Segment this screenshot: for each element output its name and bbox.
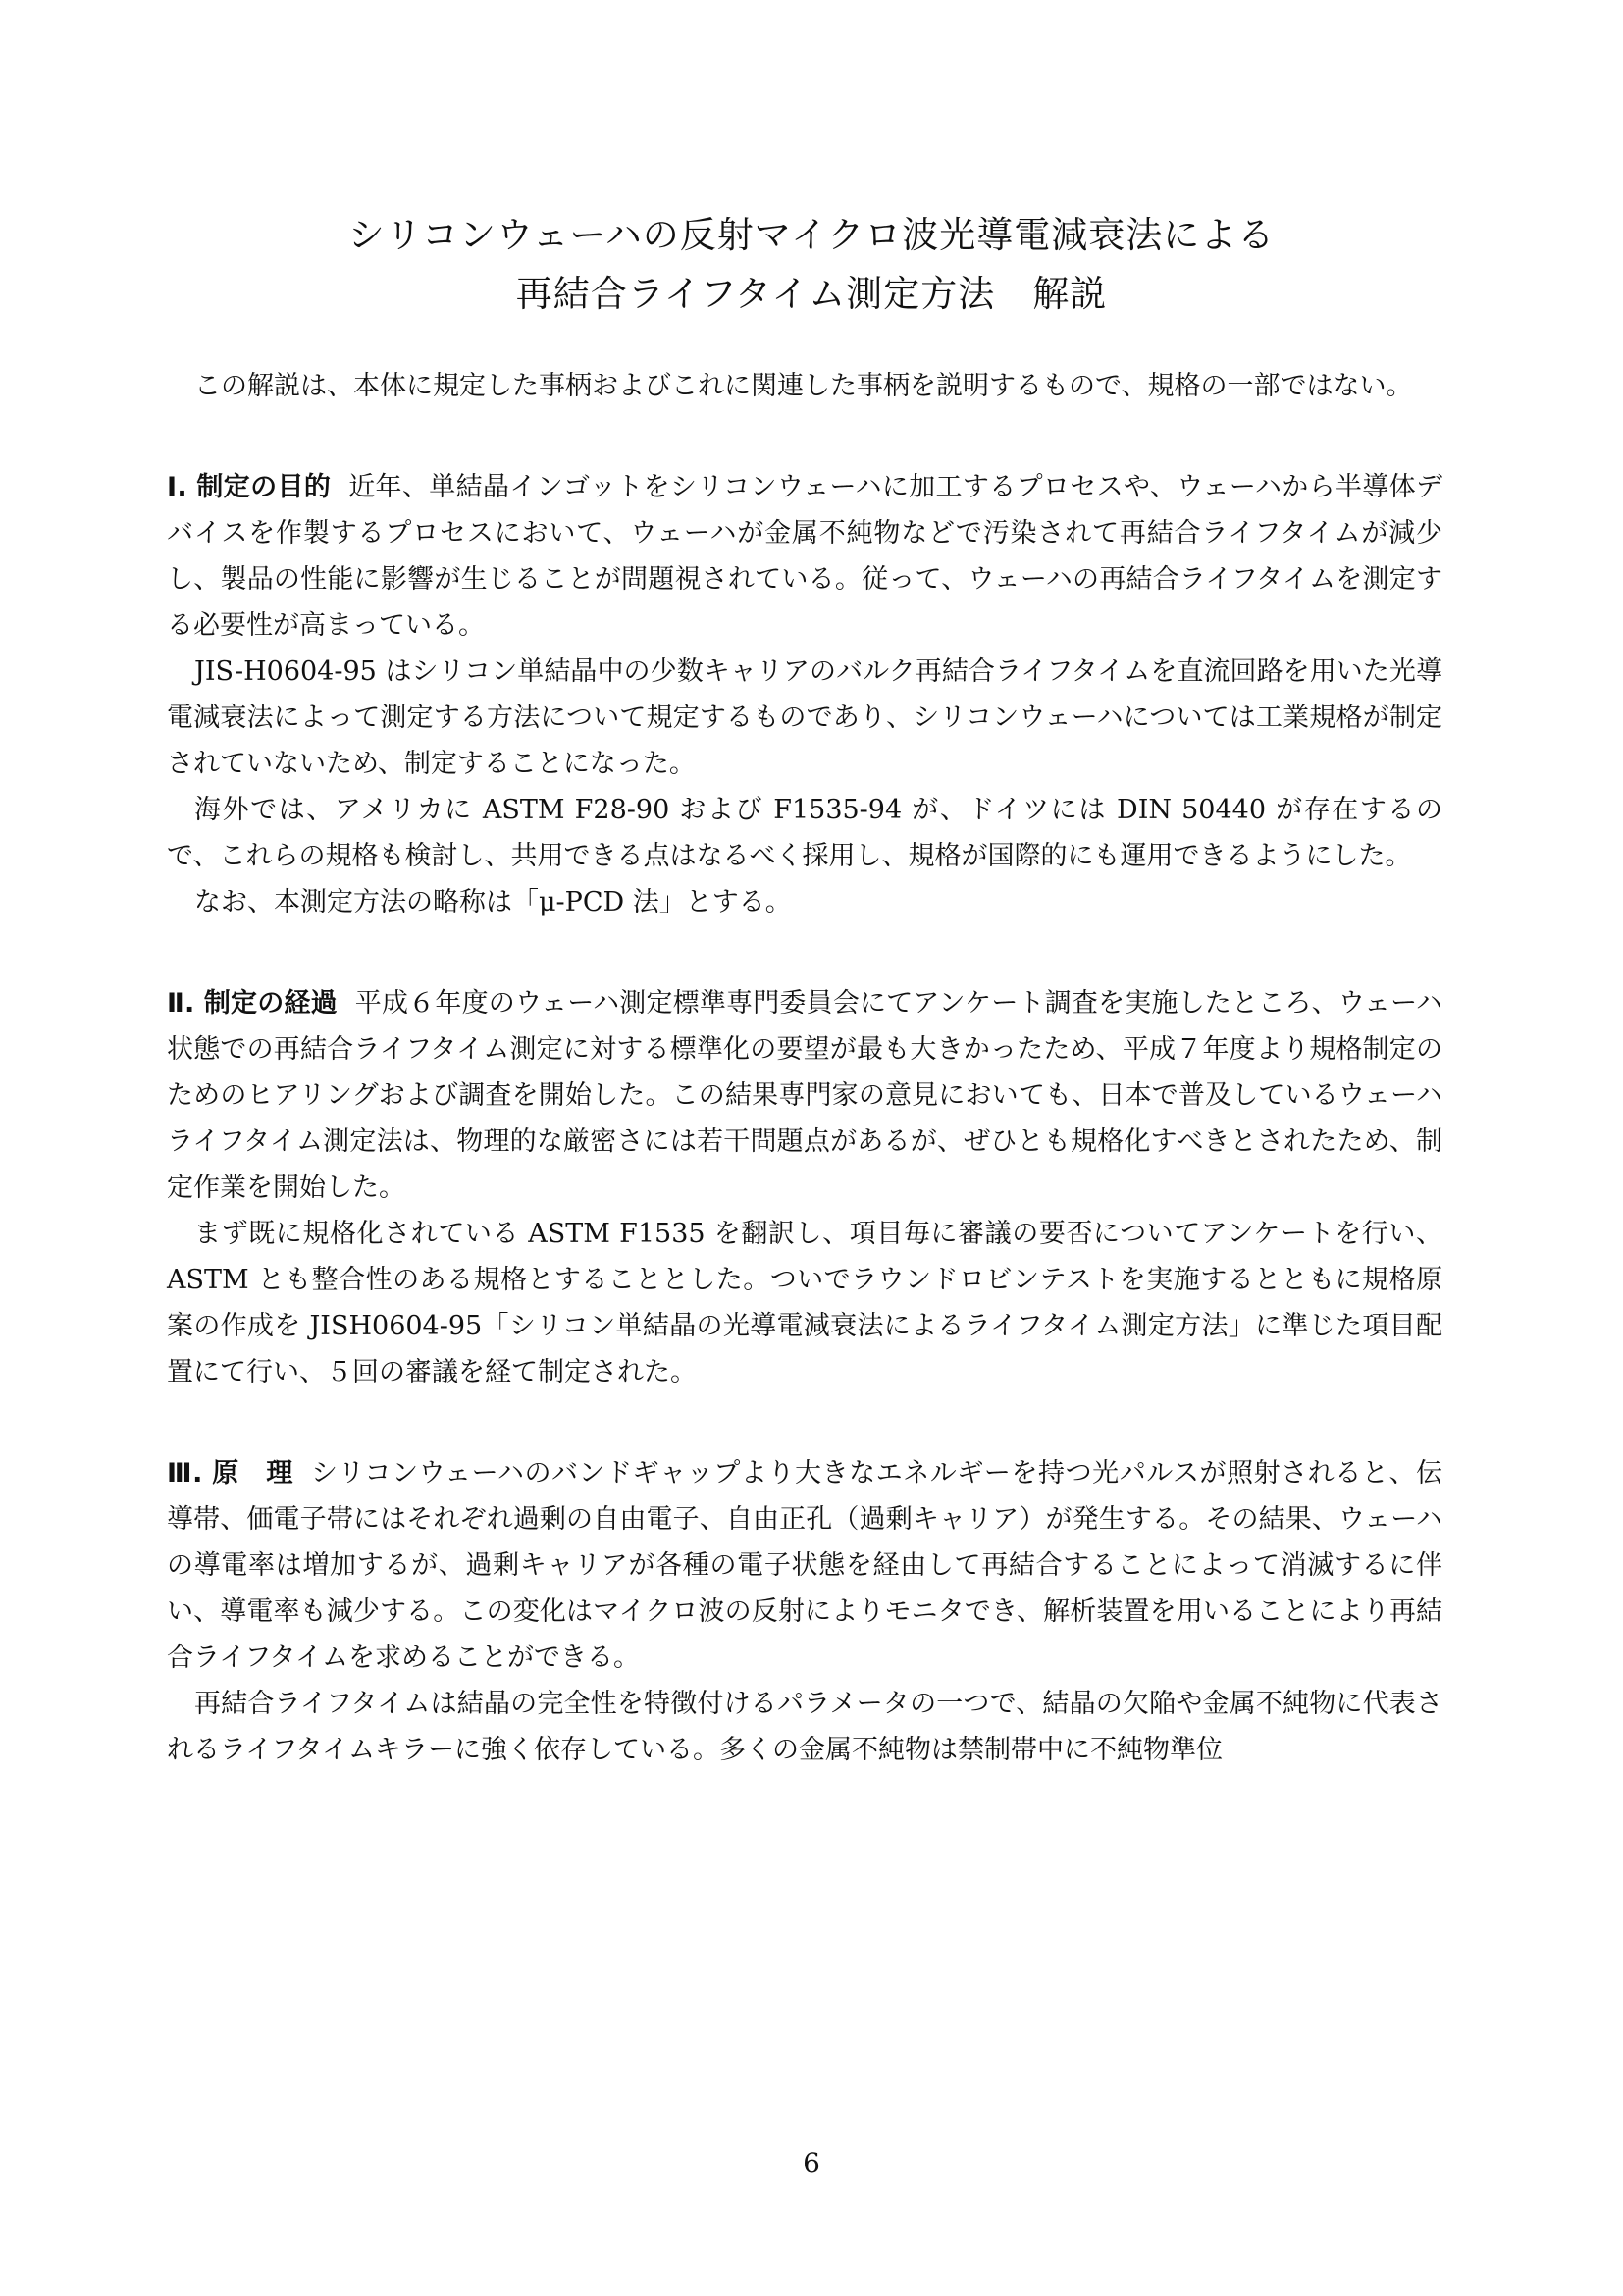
title-line-2: 再結合ライフタイム測定方法 解説 <box>515 273 1108 315</box>
section-1-paragraph-4: なお、本測定方法の略称は「μ-PCD 法」とする。 <box>194 887 792 917</box>
section-principle <box>167 1450 1442 1773</box>
section-history <box>167 980 1442 1395</box>
section-2-paragraph-1 <box>167 980 1442 1211</box>
section-3-paragraph-2: 再結合ライフタイムは結晶の完全性を特徴付けるパラメータの一つで、結晶の欠陥や金属不純物に代表されるライフタイムキラーに強く依存している。多くの金属不純物は禁制帯中に不純物準位 <box>167 1689 1442 1765</box>
section-1-paragraph-1 <box>167 464 1442 649</box>
section-3-paragraph-1 <box>167 1450 1442 1681</box>
section-2-heading: Ⅱ. 制定の経過 <box>167 988 338 1018</box>
page-number: 6 <box>803 2147 820 2179</box>
section-1-paragraph-3: 海外では、アメリカに ASTM F28-90 および F1535-94 が、ドイツには DIN 50440 が存在するので、これらの規格も検討し、共用できる点はなるべく採用し、規格が国際的にも運用できるようにした。 <box>167 795 1442 871</box>
intro-paragraph: この解説は、本体に規定した事柄およびこれに関連した事柄を説明するもので、規格の一部ではない。 <box>194 371 1413 401</box>
section-1-paragraph-2: JIS-H0604-95 はシリコン単結晶中の少数キャリアのバルク再結合ライフタイムを直流回路を用いた光導電減衰法によって測定する方法について規定するものであり、シリコンウェーハについては工業規格が制定されていないため、制定することになった。 <box>167 656 1442 779</box>
section-2-text-1: 平成６年度のウェーハ測定標準専門委員会にてアンケート調査を実施したところ、ウェーハ状態での再結合ライフタイム測定に対する標準化の要望が最も大きかったため、平成７年度より規格制定のためのヒアリングおよび調査を開始した。この結果専門家の意見においても、日本で普及しているウェーハライフタイム測定法は、物理的な厳密さには若干問題点があるが、ぜひとも規格化すべきとされたため、制定作業を開始した。 <box>167 988 1442 1203</box>
section-2-paragraph-2: まず既に規格化されている ASTM F1535 を翻訳し、項目毎に審議の要否についてアンケートを行い、ASTM とも整合性のある規格とすることとした。ついでラウンドロビンテストを実施するとともに規格原案の作成を JISH0604-95「シリコン単結晶の光導電減衰法によるライフタイム測定方法」に準じた項目配置にて行い、５回の審議を経て制定された。 <box>167 1219 1442 1387</box>
section-purpose <box>167 464 1442 925</box>
document-body <box>167 363 1442 1773</box>
section-1-text-1: 近年、単結晶インゴットをシリコンウェーハに加工するプロセスや、ウェーハから半導体デバイスを作製するプロセスにおいて、ウェーハが金属不純物などで汚染されて再結合ライフタイムが減少し、製品の性能に影響が生じることが問題視されている。従って、ウェーハの再結合ライフタイムを測定する必要性が高まっている。 <box>167 472 1442 641</box>
section-1-heading: Ⅰ. 制定の目的 <box>167 472 332 502</box>
document-title <box>0 206 1623 324</box>
section-3-text-1: シリコンウェーハのバンドギャップより大きなエネルギーを持つ光パルスが照射されると、伝導帯、価電子帯にはそれぞれ過剰の自由電子、自由正孔（過剰キャリア）が発生する。その結果、ウェーハの導電率は増加するが、過剰キャリアが各種の電子状態を経由して再結合することによって消滅するに伴い、導電率も減少する。この変化はマイクロ波の反射によりモニタでき、解析装置を用いることにより再結合ライフタイムを求めることができる。 <box>167 1458 1442 1673</box>
section-3-heading: Ⅲ. 原 理 <box>167 1458 293 1488</box>
title-line-1: シリコンウェーハの反射マイクロ波光導電減衰法による <box>347 214 1276 256</box>
